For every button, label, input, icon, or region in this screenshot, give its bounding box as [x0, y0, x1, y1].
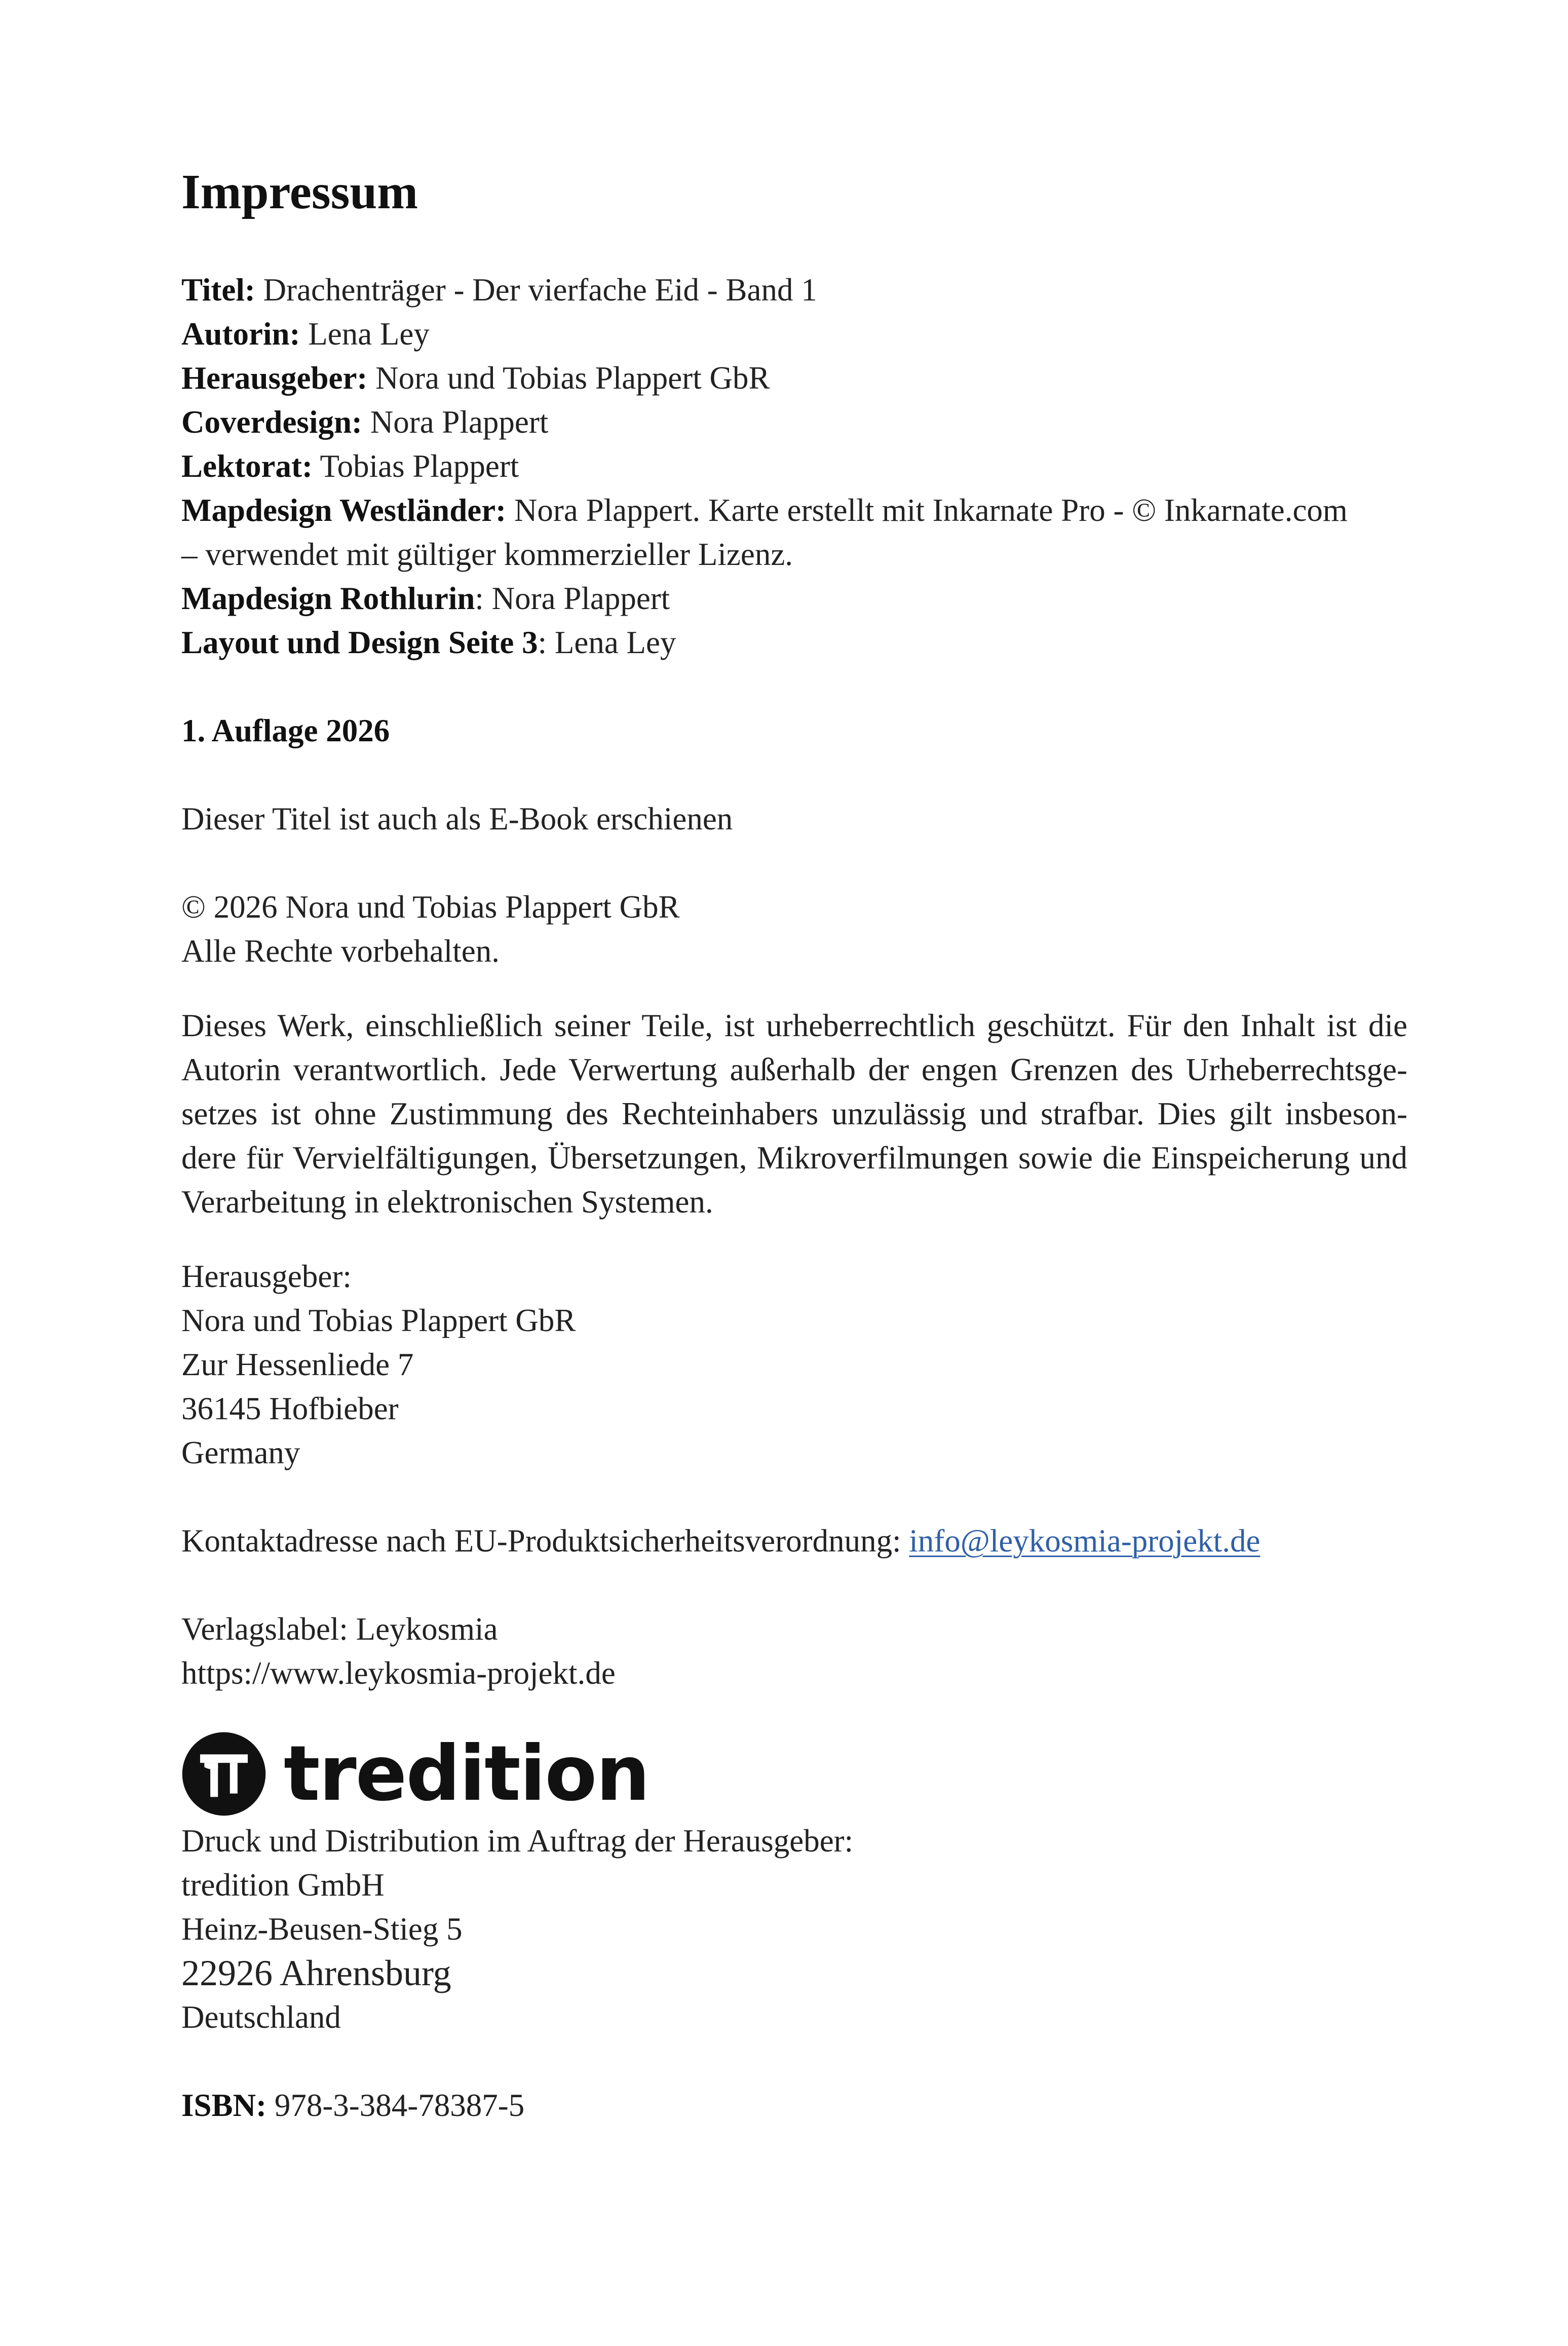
address-line: Zur Hessenliede 7 — [181, 1347, 414, 1382]
credit-value: Tobias Plappert — [312, 448, 519, 484]
credit-map-westlaender-continuation: – verwendet mit gültiger kommerzieller Lizenz. — [181, 537, 793, 572]
copyright-line: © 2026 Nora und Tobias Plappert GbR — [181, 889, 680, 925]
distribution-block — [181, 1819, 1407, 2039]
legal-line: Dieses Werk, einschließlich seiner Teile, ist urheberrechtlich geschützt. Für den Inhalt ist die — [181, 1008, 1407, 1043]
credit-value: : Lena Ley — [538, 625, 676, 660]
isbn-line — [181, 2084, 1407, 2128]
credit-value: Nora Plappert. Karte erstellt mit Inkarnate Pro - © Inkarnate.com — [506, 493, 1348, 528]
credit-label: Coverdesign: — [181, 404, 362, 440]
credit-value: Nora und Tobias Plappert GbR — [367, 360, 770, 396]
rights-reserved: Alle Rechte vorbehalten. — [181, 933, 500, 969]
tredition-wordmark: tredition — [284, 1730, 649, 1818]
distribution-city: 22926 Ahrensburg — [181, 1953, 451, 1993]
distribution-country: Deutschland — [181, 1999, 341, 2035]
credit-coverdesign — [181, 400, 1407, 444]
isbn-value: 978-3-384-78387-5 — [266, 2088, 525, 2123]
page-title: Impressum — [181, 165, 418, 219]
legal-line: setzes ist ohne Zustimmung des Rechteinhabers unzulässig und strafbar. Dies gilt insbeson- — [181, 1096, 1407, 1131]
credit-publisher — [181, 356, 1407, 400]
credit-label: Layout und Design Seite 3 — [181, 625, 538, 660]
contact-text: Kontaktadresse nach EU-Produktsicherheitsverordnung: — [181, 1523, 909, 1559]
credit-value: : Nora Plappert — [475, 581, 670, 616]
credit-value: Drachenträger - Der vierfache Eid - Band 1 — [255, 272, 817, 308]
distribution-line: Druck und Distribution im Auftrag der Herausgeber: — [181, 1823, 854, 1859]
credit-editing — [181, 444, 1407, 488]
credit-map-westlaender — [181, 488, 1407, 533]
credit-label: Autorin: — [181, 316, 300, 352]
credit-map-rothlurin — [181, 577, 1407, 621]
label-block — [181, 1607, 1407, 1695]
address-line: Germany — [181, 1435, 300, 1470]
impressum-page — [181, 167, 1407, 2128]
tredition-logo-icon — [181, 1731, 266, 1817]
credit-value: Nora Plappert — [362, 404, 549, 440]
legal-line: Autorin verantwortlich. Jede Verwertung außerhalb der engen Grenzen des Urheberrechtsge- — [181, 1052, 1407, 1087]
credit-author — [181, 312, 1407, 356]
distribution-street: Heinz-Beusen-Stieg 5 — [181, 1911, 463, 1947]
contact-line — [181, 1519, 1407, 1563]
credit-layout — [181, 621, 1407, 665]
credit-label: Mapdesign Rothlurin — [181, 581, 475, 616]
contact-email-link[interactable]: info@leykosmia-projekt.de — [909, 1523, 1260, 1559]
credits-list — [181, 268, 1407, 665]
credit-value: Lena Ley — [300, 316, 430, 352]
copyright-block — [181, 885, 1407, 973]
credit-label: Herausgeber: — [181, 360, 368, 396]
legal-line: dere für Vervielfältigungen, Übersetzungen, Mikroverfilmungen sowie die Einspeicherung und — [181, 1140, 1407, 1176]
label-website: https://www.leykosmia-projekt.de — [181, 1655, 616, 1691]
distribution-company: tredition GmbH — [181, 1867, 385, 1903]
publishing-label: Verlagslabel: Leykosmia — [181, 1611, 498, 1647]
ebook-note: Dieser Titel ist auch als E-Book erschienen — [181, 801, 733, 837]
legal-line: Verarbeitung in elektronischen Systemen. — [181, 1184, 713, 1220]
address-line: Nora und Tobias Plappert GbR — [181, 1303, 576, 1338]
address-line: Herausgeber: — [181, 1259, 352, 1294]
edition: 1. Auflage 2026 — [181, 713, 390, 748]
credit-title — [181, 268, 1407, 312]
tredition-logo — [181, 1731, 1407, 1817]
publisher-address — [181, 1255, 1407, 1475]
credit-label: Titel: — [181, 272, 255, 308]
isbn-label: ISBN: — [181, 2088, 267, 2123]
legal-paragraph — [181, 1004, 1407, 1224]
credit-label: Lektorat: — [181, 448, 313, 484]
credit-label: Mapdesign Westländer: — [181, 493, 507, 528]
address-line: 36145 Hofbieber — [181, 1391, 399, 1426]
